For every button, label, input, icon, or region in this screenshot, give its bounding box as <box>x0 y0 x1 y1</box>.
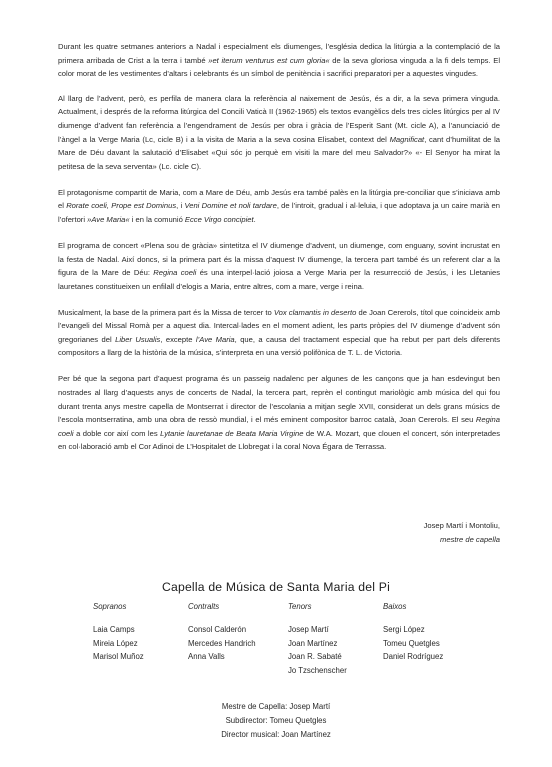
italic-text: Vox clamantis in deserto <box>273 307 357 317</box>
credits-block <box>0 700 552 741</box>
text-segment: , excepte <box>160 334 196 344</box>
italic-text: Regina coeli <box>58 415 500 438</box>
italic-text: l’Ave Maria <box>195 334 235 344</box>
voice-section <box>383 600 483 678</box>
program-notes <box>58 40 500 466</box>
italic-text: Rorate coeli, Prope est Dominus <box>66 201 177 211</box>
paragraph <box>58 186 500 227</box>
voice-section <box>288 600 383 678</box>
choir-roster <box>93 600 483 678</box>
signature-block <box>300 519 500 547</box>
member-name: Marisol Muñoz <box>93 652 144 662</box>
italic-text: Magnificat <box>389 134 425 144</box>
italic-text: Liber Usualis <box>115 334 161 344</box>
voice-section-heading: Contralts <box>188 602 220 611</box>
text-segment: a doble cor així com les <box>73 428 161 438</box>
member-name: Joan Martínez <box>288 638 338 648</box>
italic-text: »Ave Maria« <box>87 214 130 224</box>
ensemble-title: Capella de Música de Santa Maria del Pi <box>162 580 390 594</box>
member-name: Laia Camps <box>93 624 135 634</box>
voice-section-heading: Sopranos <box>93 602 127 611</box>
signature-name: Josep Martí i Montoliu, <box>423 521 500 530</box>
text-segment: Per bé que la segona part d’aquest programa és un passeig nadalenc per algunes de les cançons que ja han esdevingut ben nostrades al llarg d’aquests anys de concerts de Nadal, la tercera part, reprèn el contingut mariològic amb música del qui fou durant trenta anys mestre capella de Montserrat i director de l’escolania a mitjan segle XVII, considerat un dels grans músics de l’escola montserratina, amb una obra de ressò mundial, i el més eminent compositor barroc català, Joan Cererols. El seu <box>58 374 500 425</box>
text-segment: Durant les quatre setmanes anteriors a Nadal i especialment els diumenges, l’església dedica la litúrgia a la contemplació de la primera arribada de Crist a la terra i també <box>58 42 500 65</box>
member-name: Jo Tzschenscher <box>288 666 347 676</box>
member-name: Anna Valls <box>188 652 225 662</box>
voice-section <box>188 600 288 678</box>
italic-text: »et iterum venturus est cum gloria« <box>208 55 330 65</box>
member-name: Sergi López <box>383 624 425 634</box>
member-name: Josep Martí <box>288 624 329 634</box>
member-name: Mercedes Handrich <box>188 638 256 648</box>
member-name: Joan R. Sabaté <box>288 652 342 662</box>
text-segment: de Joan Cererols, títol que coincideix amb l’evangeli del Missal Romà per a aquest dia. Intercal·lades en el moment adient, les parts pròpies del IV diumenge d’advent són gregorianes del <box>58 307 500 344</box>
voice-section <box>93 600 188 678</box>
paragraph <box>58 92 500 174</box>
text-segment: de la seva gloriosa vinguda a la fi dels temps. El color morat de les vestimentes d’altars i celebrants és un símbol de penitència i sacrifici preparatori per a aquestes vingudes. <box>58 55 501 79</box>
paragraph <box>58 306 500 360</box>
text-segment: i en la comunió <box>129 214 185 224</box>
text-segment: . <box>253 214 256 224</box>
text-segment: , i <box>176 201 185 211</box>
voice-section-heading: Tenors <box>288 602 312 611</box>
italic-text: Veni Domine et noli tardare <box>184 201 277 211</box>
credit-line: Subdirector: Tomeu Quetgles <box>225 715 327 725</box>
text-segment: , que, a causa del tractament especial que ha rebut per part dels diferents compositors a llarg de la història de la música, s’interpreta en una versió polifònica de T. L. de Victoria. <box>58 334 501 358</box>
member-name: Tomeu Quetgles <box>383 638 440 648</box>
text-segment: és una interpel·lació joiosa a Verge Maria per la resurrecció de Jesús, i les Lletanies lauretanes constitueixen un enfilall d’elogis a Maria, entre altres, com a mare, verge i reina. <box>58 268 500 291</box>
paragraph <box>58 372 500 454</box>
text-segment: El programa de concert «Plena sou de gràcia» sintetitza el IV diumenge d’advent, un diumenge, com enguany, sovint incrustat en la festa de Nadal. Així doncs, si la primera part és la missa d’aquest IV diumenge, la tercera part també és un referent clar a la figura de la Mare de Déu: <box>58 240 500 278</box>
member-name: Mireia López <box>93 638 138 648</box>
text-segment: , cant d’humilitat de la Mare de Déu davant la salutació d’Elisabet «Qui sóc jo perquè em visiti la mare del meu Salvador?» «- El Senyor ha mirat la petitesa de la seva serventa» (Lc. cicle C). <box>58 134 501 171</box>
voice-section-heading: Baixos <box>383 602 407 611</box>
member-name: Daniel Rodríguez <box>383 652 444 662</box>
paragraph <box>58 40 500 81</box>
italic-text: Regina coeli <box>153 268 197 278</box>
text-segment: Al llarg de l’advent, però, es perfila de manera clara la referència al naixement de Jesús, és a dir, a la seva primera vinguda. Actualment, i després de la reforma litúrgica del Concili Vaticà II (1962-1965) els textos evangèlics dels tres cicles litúrgics per al IV diumenge d’advent fan referència a l’engendrament de Jesús per obra i gràcia de l’Esperit Sant (Mt. cicle A), a l’anunciació de l’àngel a la Verge Maria (Lc, cicle B) i a la visita de Maria a la seva cosina Elisabet, context del <box>58 93 500 144</box>
text-segment: El protagonisme compartit de Maria, com a Mare de Déu, amb Jesús era també palès en la litúrgia pre-conciliar que s’iniciava amb el <box>58 187 500 211</box>
member-name: Consol Calderón <box>188 624 247 634</box>
paragraph <box>58 239 500 293</box>
text-segment: , de l’introit, gradual i al·leluia, i que adoptava ja un caire marià en l’ofertori <box>58 201 500 224</box>
signature-role: mestre de capella <box>440 535 500 544</box>
italic-text: Lytanie lauretanae de Beata Maria Virgine <box>160 428 304 438</box>
italic-text: Ecce Virgo concipiet <box>184 214 254 224</box>
text-segment: de W.A. Mozart, que clouen el concert, són interpretades en col·laboració amb el Cor Adinoi de L’Hospitalet de Llobregat i la coral Nova Égara de Terrassa. <box>58 428 500 452</box>
credit-line: Director musical: Joan Martínez <box>221 729 331 739</box>
text-segment: Musicalment, la base de la primera part és la Missa de tercer to <box>58 307 274 317</box>
credit-line: Mestre de Capella: Josep Martí <box>221 702 331 711</box>
